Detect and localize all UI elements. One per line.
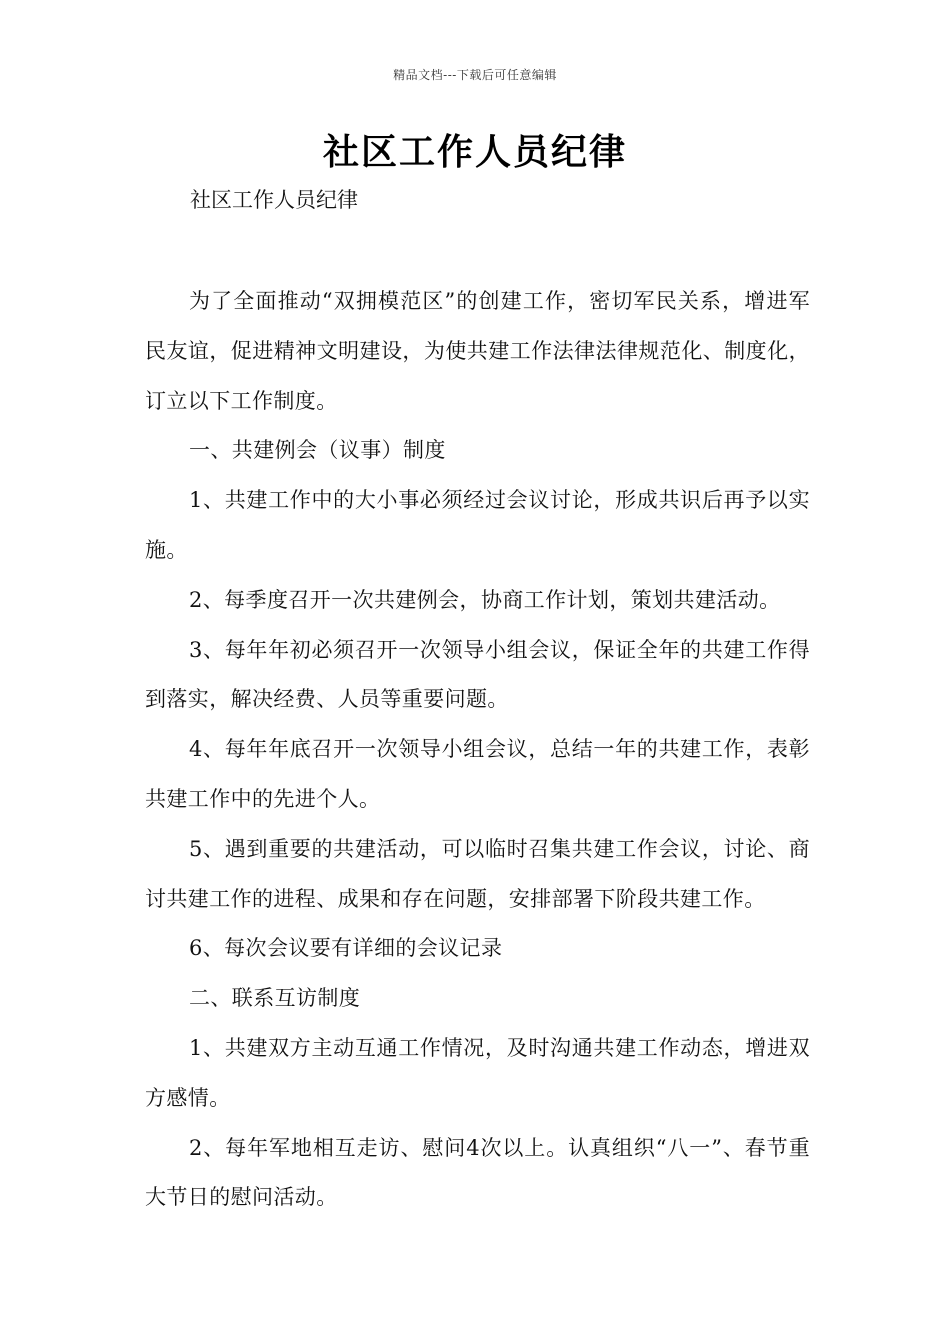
paragraph-item: 6、每次会议要有详细的会议记录	[189, 936, 503, 961]
section-heading-visits: 二、联系互访制度	[189, 986, 361, 1011]
paragraph-intro: 为了全面推动“双拥模范区”的创建工作，密切军民关系，增进军民友谊，促进精神文明建设，为使共建工作法律法律规范化、制度化，订立以下工作制度。	[145, 289, 810, 413]
paragraph-item: 5、遇到重要的共建活动，可以临时召集共建工作会议，讨论、商讨共建工作的进程、成果和存在问题，安排部署下阶段共建工作。	[145, 836, 810, 911]
paragraph-item: 1、共建工作中的大小事必须经过会议讨论，形成共识后再予以实施。	[145, 488, 810, 562]
header-note: 精品文档---下载后可任意编辑	[393, 68, 557, 82]
document-subtitle: 社区工作人员纪律	[190, 188, 358, 212]
paragraph-item: 4、每年年底召开一次领导小组会议，总结一年的共建工作，表彰共建工作中的先进个人。	[145, 737, 810, 811]
paragraph-item: 3、每年年初必须召开一次领导小组会议，保证全年的共建工作得到落实，解决经费、人员等重要问题。	[145, 637, 810, 712]
paragraph-item: 2、每季度召开一次共建例会，协商工作计划，策划共建活动。	[189, 587, 781, 612]
document-body	[145, 277, 810, 1223]
section-heading-meeting: 一、共建例会（议事）制度	[189, 438, 446, 463]
document-title: 社区工作人员纪律	[322, 131, 627, 173]
paragraph-item: 2、每年军地相互走访、慰问4次以上。认真组织“八一”、春节重大节日的慰问活动。	[145, 1135, 810, 1210]
paragraph-item: 1、共建双方主动互通工作情况，及时沟通共建工作动态，增进双方感情。	[145, 1035, 810, 1110]
